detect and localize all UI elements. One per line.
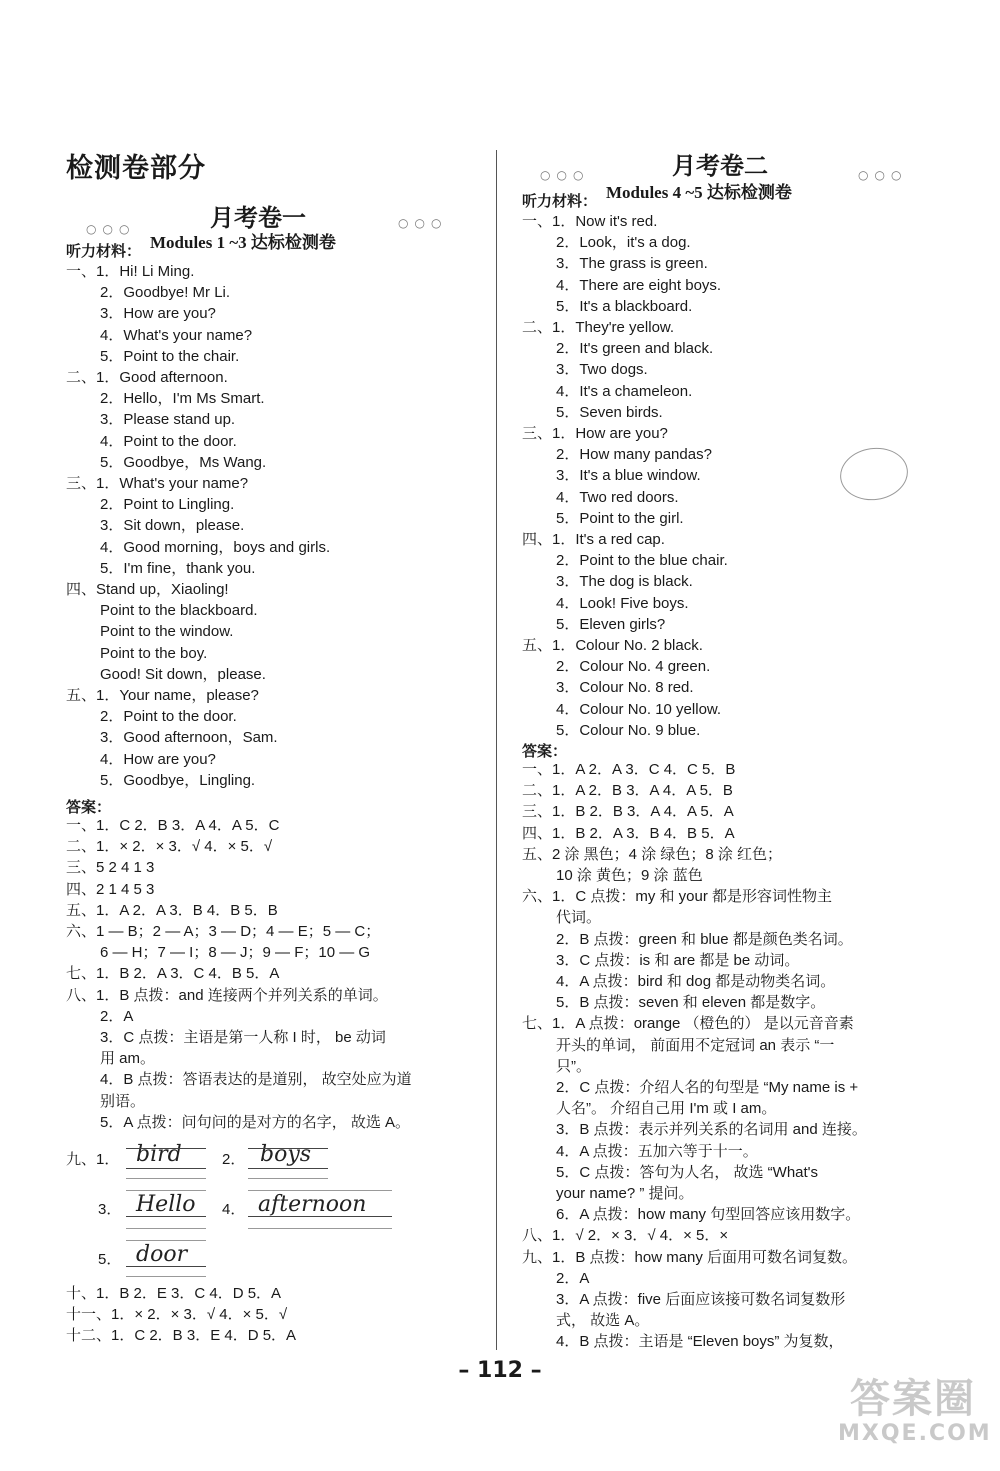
answer-line: 3．B 点拨：表示并列关系的名词用 and 连接。 (556, 1121, 867, 1139)
listening-line: 一、1．Now it's red. (522, 213, 658, 230)
answer-line: 用 am。 (100, 1050, 156, 1068)
right-dots-decoration-icon: ○○○ (540, 168, 590, 182)
writing-word-5: door (136, 1242, 188, 1267)
listening-line: 5．Eleven girls? (556, 615, 666, 633)
guide-line (126, 1240, 206, 1241)
listening-line: 4．Point to the door. (100, 432, 237, 450)
answer-line: 3．A 点拨：five 后面应该接可数名词复数形 (556, 1291, 846, 1308)
answer-line: 五、2 涂 黑色；4 涂 绿色；8 涂 红色； (522, 845, 783, 863)
left-paper-title: 月考卷一 (210, 204, 306, 232)
left-dots-decoration-icon-2: ○○○ (398, 216, 448, 230)
stamp-icon (837, 444, 912, 505)
answer-line: 6 — H；7 — I；8 — J；9 — F；10 — G (100, 944, 371, 962)
answer-line: 式， 故选 A。 (556, 1312, 650, 1330)
answer-line: 八、1．√ 2．× 3．√ 4．× 5．× (522, 1227, 729, 1245)
guide-line (126, 1276, 206, 1277)
listening-line: 三、1．How are you? (522, 425, 668, 442)
writing-num-5: 5． (98, 1251, 122, 1268)
answer-line: 代词。 (556, 909, 602, 927)
guide-line (126, 1216, 206, 1217)
answer-line: 2．C 点拨：介绍人名的句型是 “My name is + (556, 1079, 859, 1096)
guide-line (126, 1228, 206, 1229)
writing-word-2: boys (260, 1142, 312, 1167)
listening-line: 2．Point to the blue chair. (556, 552, 728, 570)
listening-line: 4．What's your name? (100, 326, 253, 344)
answer-line: 开头的单词， 前面用不定冠词 an 表示 “一 (556, 1036, 835, 1054)
listening-line: 3．Colour No. 8 red. (556, 679, 694, 697)
writing-word-1: bird (136, 1142, 182, 1167)
answer-line: 人名”。 介绍自己用 I'm 或 I am。 (556, 1100, 777, 1118)
right-paper-title: 月考卷二 (672, 152, 768, 180)
listening-line: Point to the window. (100, 623, 234, 641)
watermark-logo-text: 答案圈 (850, 1376, 976, 1422)
watermark (838, 1376, 992, 1457)
right-answers-label: 答案： (522, 742, 568, 760)
answer-line: 2．B 点拨：green 和 blue 都是颜色类名词。 (556, 930, 853, 948)
listening-line: 五、1．Your name，please? (66, 687, 259, 704)
answer-line: 4．A 点拨：五加六等于十一。 (556, 1142, 758, 1160)
listening-line: 2．How many pandas? (556, 446, 712, 464)
answer-line: 2．A (100, 1007, 134, 1025)
answer-line: 四、2 1 4 5 3 (66, 880, 155, 898)
answer-line: 4．B 点拨：答语表达的是道别， 故空处应为道 (100, 1071, 412, 1089)
listening-line: 4．Two red doors. (556, 488, 679, 506)
answer-line: 3．C 点拨：is 和 are 都是 be 动词。 (556, 951, 800, 969)
page-number: – 112 – (458, 1358, 542, 1383)
answer-line: 5．A 点拨：问句问的是对方的名字， 故选 A。 (100, 1113, 411, 1131)
answer-line: 只”。 (556, 1057, 591, 1075)
answer-line: 十、1．B 2．E 3．C 4．D 5．A (66, 1285, 282, 1302)
answer-line: 6．A 点拨：how many 句型回答应该用数字。 (556, 1206, 861, 1224)
listening-line: 5．Goodbye，Lingling. (100, 771, 256, 789)
listening-line: Good! Sit down，please. (100, 665, 266, 683)
listening-line: 5．Point to the chair. (100, 347, 240, 365)
listening-line: 2．It's green and black. (556, 340, 714, 358)
writing-word-3: Hello (136, 1192, 196, 1217)
answer-line: 十一、1．× 2．× 3．√ 4．× 5．√ (66, 1306, 288, 1324)
answer-line: 三、1．B 2．B 3．A 4．A 5．A (522, 803, 734, 821)
answer-line: 七、1．B 2．A 3．C 4．B 5．A (66, 965, 280, 983)
left-paper-subtitle: Modules 1 ~3 达标检测卷 (150, 233, 336, 252)
listening-line: Point to the boy. (100, 644, 208, 662)
listening-line: Point to the blackboard. (100, 602, 258, 620)
guide-line (248, 1148, 328, 1149)
answer-line: 六、1．C 点拨：my 和 your 都是形容词性物主 (522, 888, 833, 906)
answer-line: 九、1．B 点拨：how many 后面用可数名词复数。 (522, 1248, 858, 1266)
listening-line: 4．Good morning，boys and girls. (100, 538, 331, 556)
right-dots-decoration-icon-2: ○○○ (858, 168, 908, 182)
writing-num-4: 4． (222, 1201, 246, 1218)
answer-line: 5．B 点拨：seven 和 eleven 都是数字。 (556, 994, 826, 1012)
writing-label: 九、1． (66, 1151, 120, 1168)
listening-line: 5．Point to the girl. (556, 509, 684, 527)
listening-line: 三、1．What's your name? (66, 475, 249, 492)
listening-line: 二、1．They're yellow. (522, 319, 675, 336)
listening-line: 4．Colour No. 10 yellow. (556, 700, 722, 718)
section-title: 检测卷部分 (66, 153, 206, 184)
writing-num-3: 3． (98, 1201, 122, 1218)
guide-line (126, 1190, 206, 1191)
listening-line: 一、1．Hi! Li Ming. (66, 263, 195, 280)
answer-line: 别语。 (100, 1092, 146, 1110)
listening-line: 2．Goodbye! Mr Li. (100, 284, 231, 302)
answer-line: 二、1．× 2．× 3．√ 4．× 5．√ (66, 838, 273, 856)
listening-line: 3．Two dogs. (556, 361, 648, 379)
listening-line: 五、1．Colour No. 2 black. (522, 637, 703, 654)
answer-line: 4．B 点拨：主语是 “Eleven boys” 为复数， (556, 1333, 844, 1351)
listening-line: 3．It's a blue window. (556, 467, 701, 485)
answer-line: 八、1．B 点拨：and 连接两个并列关系的单词。 (66, 986, 388, 1004)
answer-line: 二、1．A 2．B 3．A 4．A 5．B (522, 782, 733, 800)
listening-line: 3．Sit down，please. (100, 517, 245, 535)
listening-line: 2．Look，it's a dog. (556, 234, 691, 252)
listening-line: 5．I'm fine，thank you. (100, 559, 256, 577)
guide-line (248, 1190, 392, 1191)
listening-line: 四、1．It's a red cap. (522, 531, 665, 548)
answer-line: 三、5 2 4 1 3 (66, 859, 155, 877)
left-listening-label: 听力材料： (66, 242, 142, 260)
listening-line: 3．Please stand up. (100, 411, 236, 429)
guide-line (126, 1148, 206, 1149)
listening-line: 5．It's a blackboard. (556, 297, 693, 315)
guide-line (126, 1266, 206, 1267)
guide-line (126, 1168, 206, 1169)
listening-line: 4．Look! Five boys. (556, 594, 689, 612)
listening-line: 2．Hello，I'm Ms Smart. (100, 390, 265, 408)
listening-line: 2．Colour No. 4 green. (556, 658, 711, 676)
listening-line: 3．The dog is black. (556, 573, 693, 591)
left-answers-label: 答案： (66, 798, 112, 816)
answer-line: 5．C 点拨：答句为人名， 故选 “What's (556, 1163, 819, 1181)
listening-line: 5．Goodbye，Ms Wang. (100, 453, 267, 471)
right-listening-label: 听力材料： (522, 192, 598, 210)
listening-line: 2．Point to Lingling. (100, 496, 235, 514)
answer-line: 一、1．A 2．A 3．C 4．C 5．B (522, 761, 736, 778)
writing-num-2: 2． (222, 1151, 246, 1168)
answer-line: 4．A 点拨：bird 和 dog 都是动物类名词。 (556, 973, 836, 990)
listening-line: 4．There are eight boys. (556, 276, 722, 294)
guide-line (126, 1178, 206, 1179)
guide-line (248, 1228, 392, 1229)
guide-line (248, 1216, 392, 1217)
answer-line: 3．C 点拨：主语是第一人称 I 时， be 动词 (100, 1029, 386, 1046)
answer-line: 七、1．A 点拨：orange （橙色的） 是以元音音素 (522, 1015, 854, 1033)
guide-line (248, 1168, 328, 1169)
listening-line: 四、Stand up，Xiaoling! (66, 581, 229, 598)
answer-line: 十二、1．C 2．B 3．E 4．D 5．A (66, 1327, 297, 1345)
listening-line: 3．How are you? (100, 305, 216, 323)
answer-line: 一、1．C 2．B 3．A 4．A 5．C (66, 817, 280, 834)
listening-line: 2．Point to the door. (100, 708, 237, 726)
answer-line: 四、1．B 2．A 3．B 4．B 5．A (522, 824, 735, 842)
listening-line: 4．It's a chameleon. (556, 382, 693, 400)
answer-line: 五、1．A 2．A 3．B 4．B 5．B (66, 901, 278, 919)
listening-line: 3．Good afternoon，Sam. (100, 729, 278, 747)
listening-line: 5．Colour No. 9 blue. (556, 721, 701, 739)
answer-line: 2．A (556, 1269, 590, 1287)
writing-word-4: afternoon (258, 1192, 367, 1217)
listening-line: 3．The grass is green. (556, 255, 708, 273)
right-paper-subtitle: Modules 4 ~5 达标检测卷 (606, 183, 792, 202)
left-dots-decoration-icon: ○○○ (86, 222, 136, 236)
answer-line: 六、1 — B；2 — A；3 — D；4 — E；5 — C； (66, 923, 381, 940)
listening-line: 4．How are you? (100, 750, 216, 768)
answer-line: 10 涂 黄色；9 涂 蓝色 (556, 867, 703, 884)
listening-line: 二、1．Good afternoon. (66, 369, 228, 386)
watermark-url: MXQE.COM (838, 1421, 992, 1446)
guide-line (248, 1178, 328, 1179)
listening-line: 5．Seven birds. (556, 403, 663, 421)
column-divider (496, 150, 497, 1350)
answer-line: your name? ” 提问。 (556, 1185, 694, 1202)
